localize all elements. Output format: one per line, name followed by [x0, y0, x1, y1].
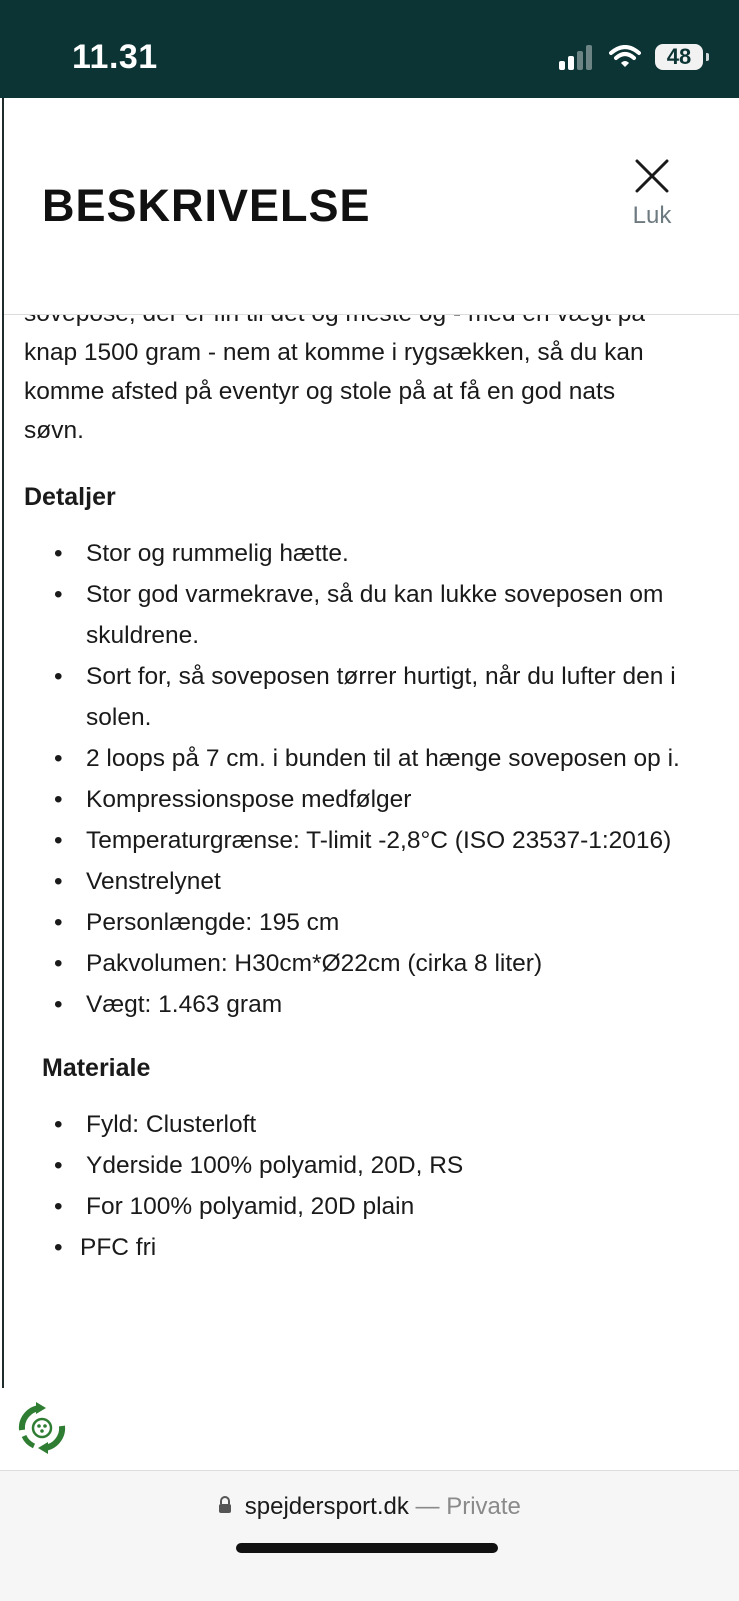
lock-icon [218, 1496, 232, 1514]
list-item: • Venstrelynet [24, 861, 704, 902]
close-label: Luk [632, 202, 672, 229]
url-separator: — [415, 1493, 440, 1520]
home-indicator[interactable] [236, 1543, 498, 1553]
materials-heading: Materiale [42, 1054, 151, 1082]
bottom-strip [0, 1388, 739, 1470]
list-item: • 2 loops på 7 cm. i bunden til at hænge soveposen op i. [24, 738, 704, 779]
panel-title: BESKRIVELSE [42, 180, 371, 231]
materials-list [24, 1104, 704, 1268]
list-item: • Stor god varmekrave, så du kan lukke soveposen om skuldrene. [24, 574, 704, 656]
details-list [24, 533, 704, 1025]
list-item: • Fyld: Clusterloft [24, 1104, 704, 1145]
list-item: • Yderside 100% polyamid, 20D, RS [24, 1145, 704, 1186]
url-row[interactable] [0, 1493, 739, 1521]
list-item: • Sort for, så soveposen tørrer hurtigt, når du lufter den i solen. [24, 656, 704, 738]
battery-level: 48 [666, 44, 692, 69]
description-content [24, 294, 704, 1268]
list-item: • Stor og rummelig hætte. [24, 533, 704, 574]
status-icons [559, 44, 703, 70]
browser-address-bar [0, 1470, 739, 1601]
list-item: • Vægt: 1.463 gram [24, 984, 704, 1025]
url-domain: spejdersport.dk [244, 1493, 409, 1520]
list-item: • PFC fri [24, 1227, 704, 1268]
intro-line: komme afsted på eventyr og stole på at få en god nats [24, 378, 616, 405]
status-bar [0, 0, 739, 98]
list-item: • Temperaturgrænse: T-limit -2,8°C (ISO 23537-1:2016) [24, 820, 704, 861]
private-mode-label: Private [446, 1493, 521, 1520]
recycle-badge-icon[interactable] [14, 1400, 70, 1456]
battery-icon [655, 44, 703, 70]
details-heading: Detaljer [24, 483, 116, 511]
description-panel [2, 98, 739, 1388]
list-item: • For 100% polyamid, 20D plain [24, 1186, 704, 1227]
cellular-signal-icon [559, 44, 595, 70]
list-item: • Kompressionspose medfølger [24, 779, 704, 820]
close-button[interactable] [624, 158, 680, 238]
close-x-icon [634, 158, 670, 194]
list-item: • Personlængde: 195 cm [24, 902, 704, 943]
list-item: • Pakvolumen: H30cm*Ø22cm (cirka 8 liter) [24, 943, 704, 984]
wifi-icon [609, 45, 641, 69]
intro-line: knap 1500 gram - nem at komme i rygsækken, så du kan [24, 339, 644, 366]
panel-header [4, 98, 739, 315]
status-time: 11.31 [72, 38, 158, 76]
intro-line: søvn. [24, 417, 84, 444]
